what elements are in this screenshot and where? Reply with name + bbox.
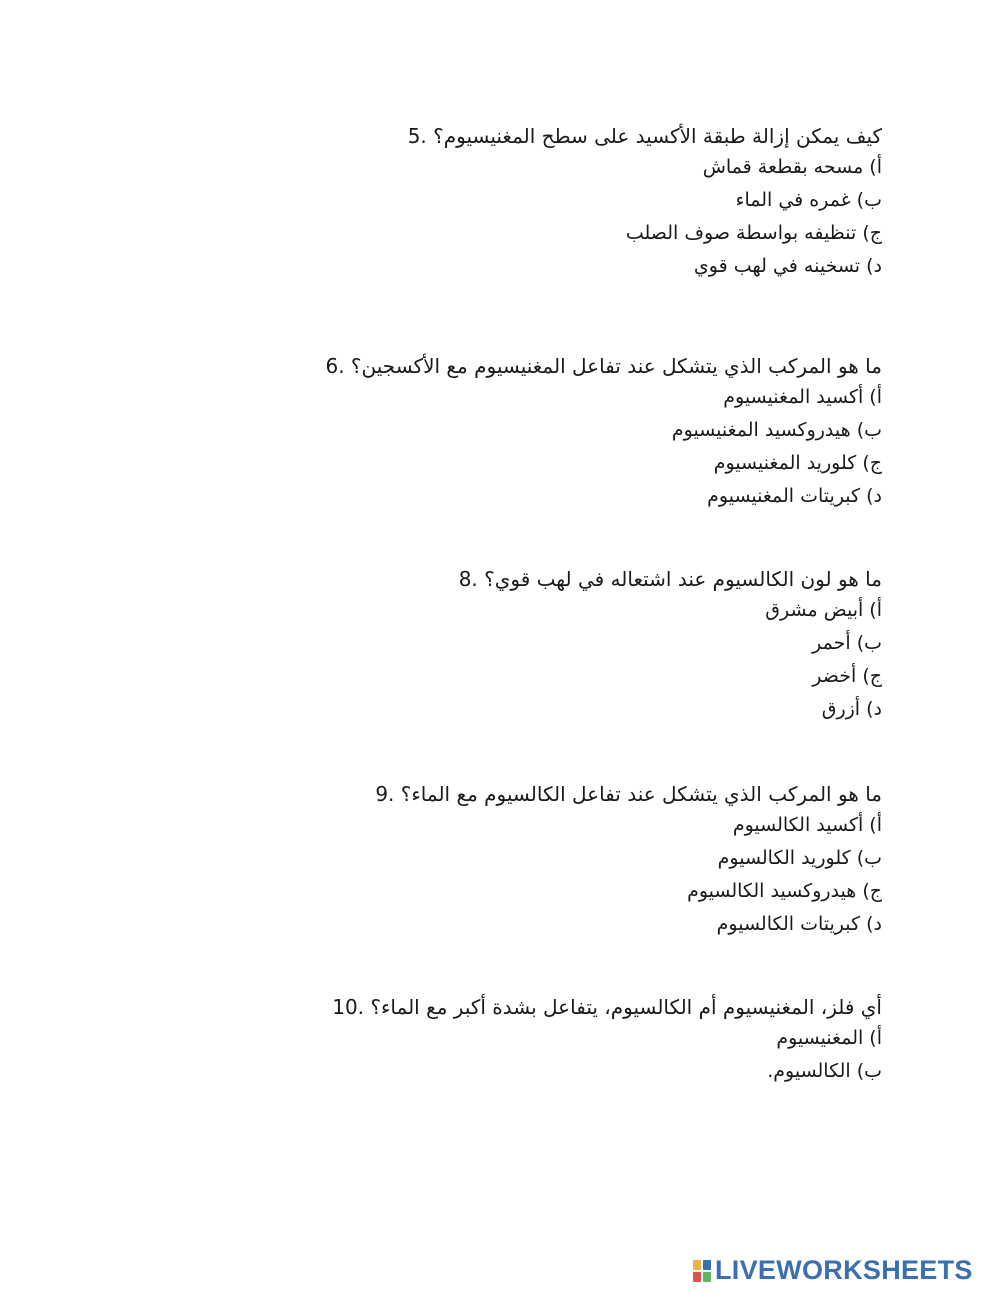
option-c[interactable]: ج) كلوريد المغنيسيوم [713,452,882,474]
logo-square-icon [703,1260,711,1270]
option-b[interactable]: ب) هيدروكسيد المغنيسيوم [671,419,882,441]
option-a[interactable]: أ) أكسيد الكالسيوم [732,814,882,836]
question-number: 9. [375,782,395,806]
question-text: ما هو المركب الذي يتشكل عند تفاعل المغنيسيوم مع الأكسجين؟ 6. [182,351,882,381]
option-c[interactable]: ج) هيدروكسيد الكالسيوم [687,880,882,902]
option-b[interactable]: ب) غمره في الماء [735,189,882,211]
liveworksheets-logo-icon [693,1260,711,1282]
logo-text: LIVEWORKSHEETS [715,1255,973,1285]
question-6 [182,351,882,513]
question-number: 10. [332,995,365,1019]
option-a[interactable]: أ) مسحه بقطعة قماش [702,156,882,178]
option-d[interactable]: د) تسخينه في لهب قوي [693,255,882,277]
question-text: أي فلز، المغنيسيوم أم الكالسيوم، يتفاعل بشدة أكبر مع الماء؟ 10. [182,992,882,1022]
question-text: ما هو لون الكالسيوم عند اشتعاله في لهب قوي؟ 8. [182,564,882,594]
question-8 [182,564,882,726]
option-d[interactable]: د) كبريتات المغنيسيوم [707,485,882,507]
question-5 [182,121,882,283]
option-a[interactable]: أ) المغنيسيوم [776,1027,882,1049]
option-b[interactable]: ب) أحمر [812,632,882,654]
liveworksheets-logo[interactable] [693,1255,973,1286]
option-d[interactable]: د) أزرق [821,698,882,720]
option-b[interactable]: ب) كلوريد الكالسيوم [717,847,882,869]
option-c[interactable]: ج) تنظيفه بواسطة صوف الصلب [625,222,882,244]
question-number: 8. [458,567,478,591]
question-9 [182,779,882,941]
question-10 [182,992,882,1088]
option-a[interactable]: أ) أبيض مشرق [765,599,882,621]
option-d[interactable]: د) كبريتات الكالسيوم [716,913,882,935]
logo-square-icon [693,1260,701,1270]
logo-square-icon [693,1272,701,1282]
question-number: 6. [325,354,345,378]
logo-square-icon [703,1272,711,1282]
option-a[interactable]: أ) أكسيد المغنيسيوم [723,386,882,408]
option-c[interactable]: ج) أخضر [812,665,882,687]
question-text: كيف يمكن إزالة طبقة الأكسيد على سطح المغنيسيوم؟ 5. [182,121,882,151]
question-number: 5. [407,124,427,148]
question-text: ما هو المركب الذي يتشكل عند تفاعل الكالسيوم مع الماء؟ 9. [182,779,882,809]
option-b[interactable]: ب) الكالسيوم. [767,1060,882,1082]
